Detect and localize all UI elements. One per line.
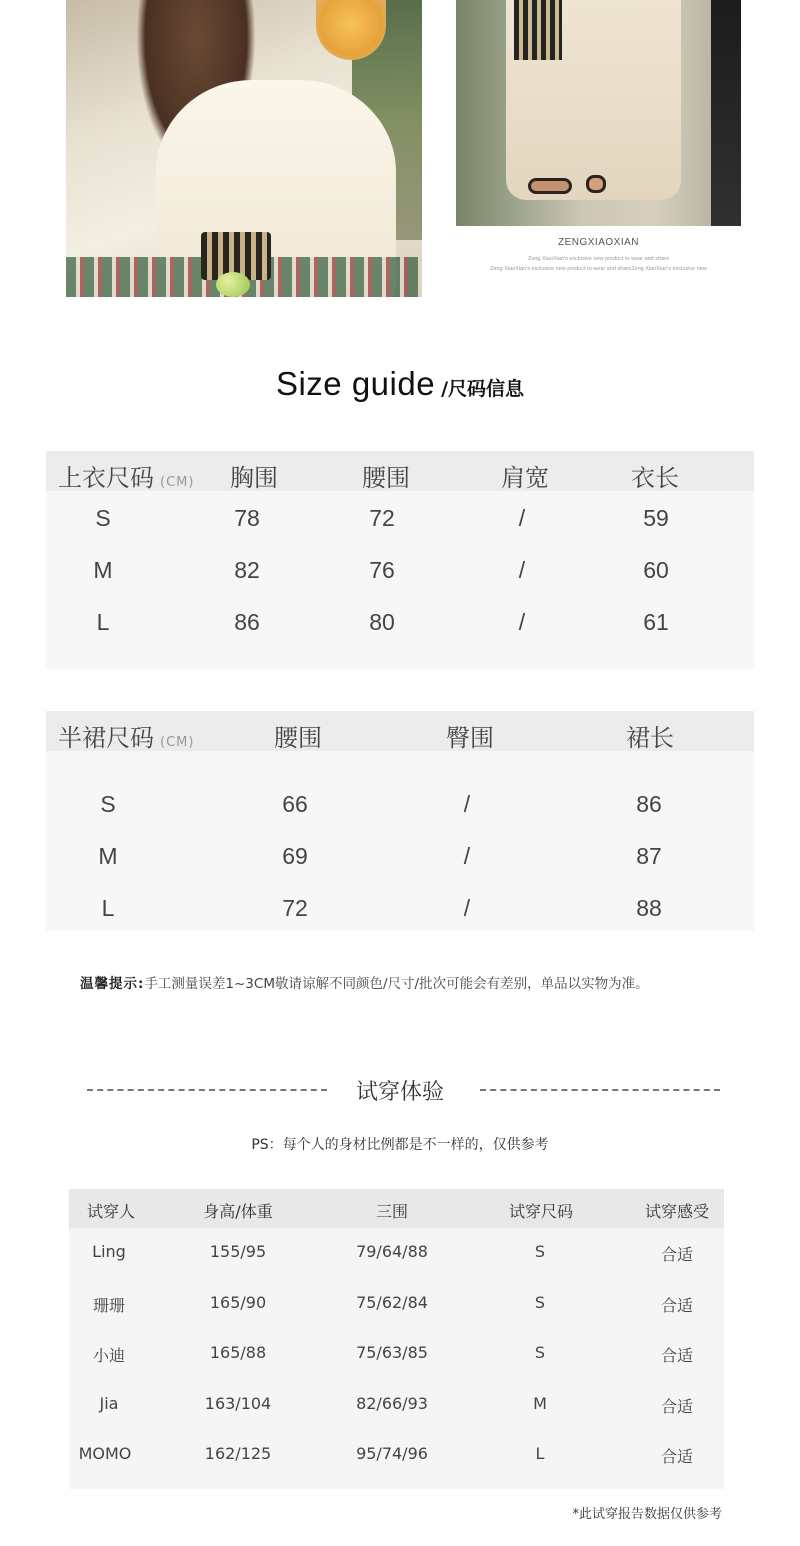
skirt-size-table — [46, 711, 754, 931]
header-cell: 腰围 — [274, 724, 322, 752]
tryon-table — [69, 1189, 724, 1489]
size-guide-title-zh: /尺码信息 — [441, 378, 525, 400]
value-cell: 72 — [282, 895, 308, 921]
measurements: 79/64/88 — [356, 1242, 428, 1261]
size-cell: M — [98, 843, 118, 869]
measurements: 82/66/93 — [356, 1393, 428, 1413]
value-cell: 86 — [636, 791, 662, 817]
header-cell: 裙长 — [626, 724, 674, 752]
header-cell: 身高/体重 — [203, 1202, 273, 1221]
value-cell: / — [518, 505, 526, 531]
size-cell: M — [93, 557, 113, 583]
top-size-table — [46, 451, 754, 669]
tryon-title-text: 试穿体验 — [355, 1080, 444, 1105]
table-row — [69, 1329, 724, 1380]
value-cell: 72 — [369, 505, 395, 531]
header-cell: 三围 — [375, 1202, 409, 1221]
skirt-size-label: 半裙尺码 (CM) — [58, 724, 195, 752]
value-cell: / — [518, 557, 526, 583]
measurements: 75/62/84 — [356, 1292, 428, 1312]
model-photo-right — [456, 0, 741, 226]
table-row — [69, 1279, 724, 1330]
size-cell: S — [95, 505, 111, 531]
size-guide-title — [0, 365, 800, 403]
value-cell: 60 — [643, 557, 669, 583]
tester-name: 小迪 — [92, 1346, 126, 1365]
value-cell: / — [463, 895, 471, 921]
fit-feedback: 合适 — [660, 1295, 694, 1315]
header-cell: 臀围 — [446, 724, 494, 752]
size-cell: L — [96, 609, 110, 635]
table-row — [46, 491, 754, 543]
tried-size: L — [535, 1444, 545, 1463]
value-cell: / — [518, 609, 526, 635]
value-cell: 76 — [369, 557, 395, 583]
tried-size: S — [534, 1242, 546, 1261]
header-cell: 腰围 — [362, 464, 410, 492]
value-cell: 80 — [369, 609, 395, 635]
value-cell: 87 — [636, 843, 662, 869]
table-row — [46, 829, 754, 881]
height-weight: 163/104 — [204, 1393, 272, 1413]
header-cell: 试穿人 — [86, 1202, 136, 1221]
table-row — [69, 1430, 724, 1481]
size-cell: S — [100, 791, 116, 817]
measurements: 95/74/96 — [356, 1444, 428, 1463]
top-size-label: 上衣尺码 (CM) — [58, 464, 195, 492]
fit-feedback: 合适 — [660, 1447, 694, 1466]
fit-feedback: 合适 — [660, 1396, 694, 1416]
value-cell: 69 — [282, 843, 308, 869]
tryon-note: PS：每个人的身材比例都是不一样的，仅供参考 — [251, 1137, 549, 1153]
divider — [480, 1089, 720, 1091]
fit-feedback: 合适 — [660, 1346, 694, 1365]
value-cell: 61 — [643, 609, 669, 635]
height-weight: 155/95 — [209, 1242, 267, 1261]
header-cell: 试穿感受 — [644, 1202, 710, 1221]
tryon-footnote: *此试穿报告数据仅供参考 — [572, 1507, 722, 1522]
measurements: 75/63/85 — [356, 1343, 428, 1362]
tips-label: 温馨提示: — [80, 976, 145, 992]
table-row — [46, 543, 754, 595]
tester-name: MOMO — [78, 1444, 132, 1463]
table-row — [46, 881, 754, 933]
tryon-table-header — [69, 1189, 724, 1228]
tester-name: 珊珊 — [92, 1295, 126, 1315]
value-cell: 78 — [234, 505, 260, 531]
model-photo-left — [66, 0, 422, 297]
header-cell: 衣长 — [631, 464, 679, 492]
top-size-table-header — [46, 451, 754, 491]
brand-name: ZENGXIAOXIAN — [557, 237, 639, 248]
header-cell: 试穿尺码 — [508, 1202, 574, 1221]
tried-size: M — [533, 1393, 547, 1413]
header-cell: 胸围 — [230, 464, 278, 492]
tried-size: S — [534, 1343, 546, 1362]
header-cell: 肩宽 — [501, 464, 549, 492]
height-weight: 165/88 — [209, 1343, 267, 1362]
value-cell: 82 — [234, 557, 260, 583]
tester-name: Jia — [99, 1393, 119, 1413]
brand-slogan-2: Zeng XiaoXian's exclusive new product to wear and shareZeng XiaoXian's exclusive new — [490, 266, 707, 272]
value-cell: 88 — [636, 895, 662, 921]
fit-feedback: 合适 — [660, 1245, 694, 1264]
tried-size: S — [534, 1292, 546, 1312]
height-weight: 165/90 — [209, 1292, 267, 1312]
table-row — [46, 595, 754, 647]
value-cell: 66 — [282, 791, 308, 817]
skirt-size-table-header — [46, 711, 754, 751]
tester-name: Ling — [92, 1242, 126, 1261]
value-cell: 59 — [643, 505, 669, 531]
table-row — [69, 1380, 724, 1431]
table-row — [69, 1228, 724, 1279]
size-tips — [80, 972, 649, 992]
tips-text: 手工测量误差1~3CM敬请谅解不同颜色/尺寸/批次可能会有差别，单品以实物为准。 — [144, 976, 649, 992]
size-cell: L — [101, 895, 115, 921]
height-weight: 162/125 — [204, 1444, 272, 1463]
value-cell: 86 — [234, 609, 260, 635]
size-guide-title-en: Size guide — [275, 365, 436, 402]
value-cell: / — [463, 791, 471, 817]
value-cell: / — [463, 843, 471, 869]
table-row — [46, 777, 754, 829]
brand-slogan: Zeng XiaoXian's exclusive new product to wear and share — [527, 256, 670, 262]
